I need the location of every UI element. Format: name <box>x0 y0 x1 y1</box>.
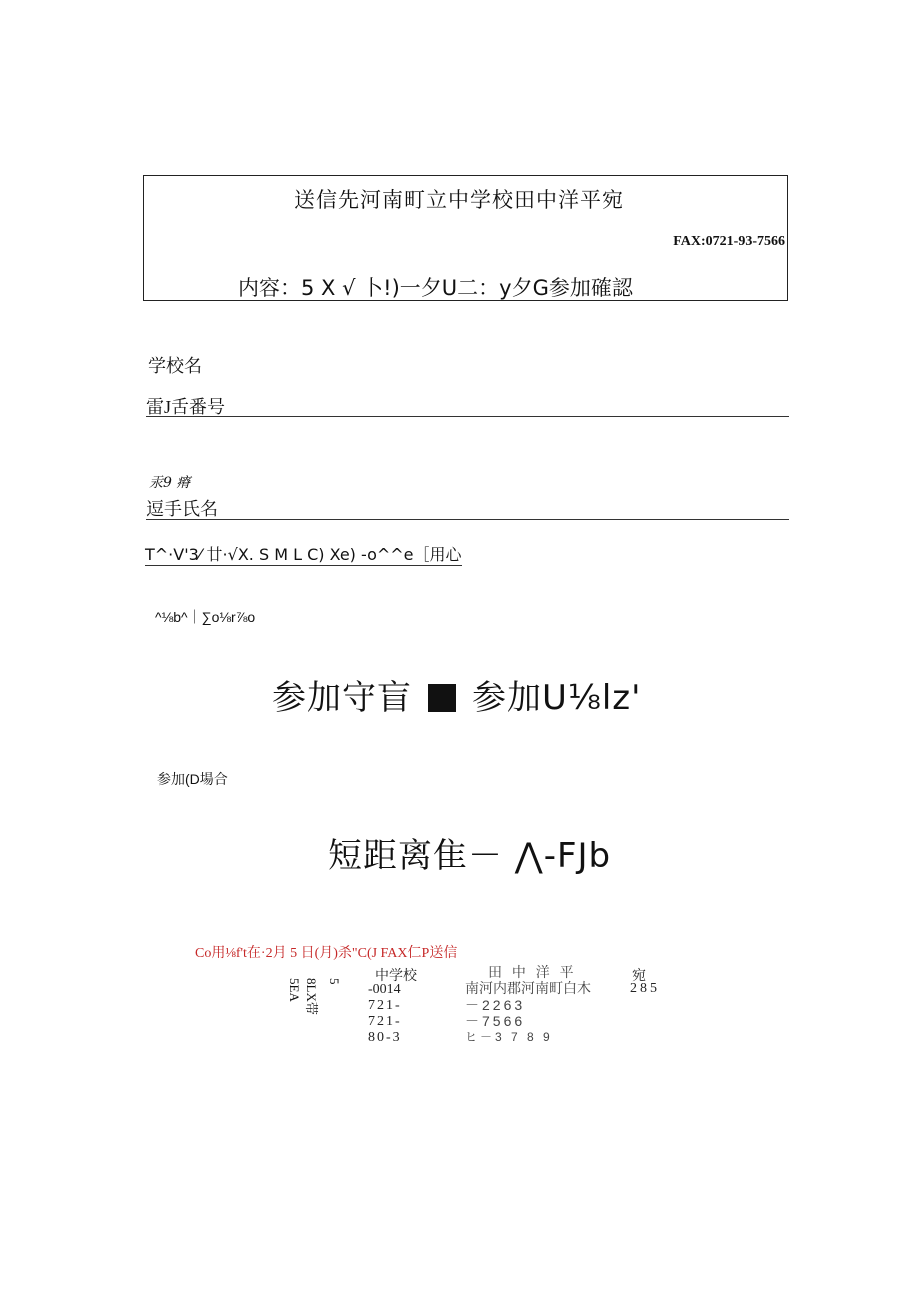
recipient-title: 送信先河南町立中学校田中洋平宛 <box>294 188 624 212</box>
tel-prefix-2: 721- <box>368 1014 402 1029</box>
note-line-1: T^·V'3⁄ 廿·√X. S M L C) Xe) -o^^e［用心 <box>145 542 462 566</box>
address-school: 中学校 <box>375 969 417 984</box>
name-label: 逗手氏名 <box>146 499 218 519</box>
rot-bottom: ヒ－3 7 8 9 <box>465 1030 553 1044</box>
note-line-2: ^⅛b^｜∑o⅛r⅞o <box>155 609 256 625</box>
checkbox-square-icon <box>428 684 456 712</box>
address-street: 南河内郡河南町白木 <box>465 982 591 997</box>
rotated-5: 5 <box>327 978 342 985</box>
school-name-label: 学校名 <box>148 356 202 376</box>
tel-prefix-1: 721- <box>368 998 402 1013</box>
address-attn: 宛 <box>632 969 646 984</box>
address-number: 285 <box>630 981 660 996</box>
rotated-left: 5EA <box>287 978 302 1002</box>
tel-2: －7566 <box>465 1013 526 1029</box>
tel-suffix: 80-3 <box>368 1030 402 1045</box>
attendance-left: 参加守盲 <box>272 678 412 718</box>
name-rule <box>146 519 789 520</box>
phone-label: 雷J舌番号 <box>146 397 226 417</box>
phone-rule <box>146 416 789 417</box>
fax-number: FAX:0721-93-7566 <box>673 234 785 249</box>
attendance-options <box>272 670 641 719</box>
address-recipient: 田 中 洋 平 <box>488 964 577 980</box>
content-line: 内容：5 X √ 卜!)一夕U二：y夕G参加確認 <box>238 276 633 300</box>
tel-1: －2263 <box>465 997 526 1013</box>
mark-text: 汞9 瘠 <box>149 475 191 491</box>
distance-text: 短距离隹－ ⋀-FJb <box>328 836 612 876</box>
recipient-header-box <box>143 175 788 301</box>
rotated-mid: 8LX带 <box>304 978 319 1015</box>
if-attend-label: 参加(D場合 <box>157 771 228 787</box>
attendance-right: 参加U⅛lz' <box>472 678 642 718</box>
deadline-note: Co用⅛f't在·2月 5 日(月)杀"C(J FAX仁P送信 <box>195 946 458 961</box>
address-postal: -0014 <box>368 982 401 997</box>
